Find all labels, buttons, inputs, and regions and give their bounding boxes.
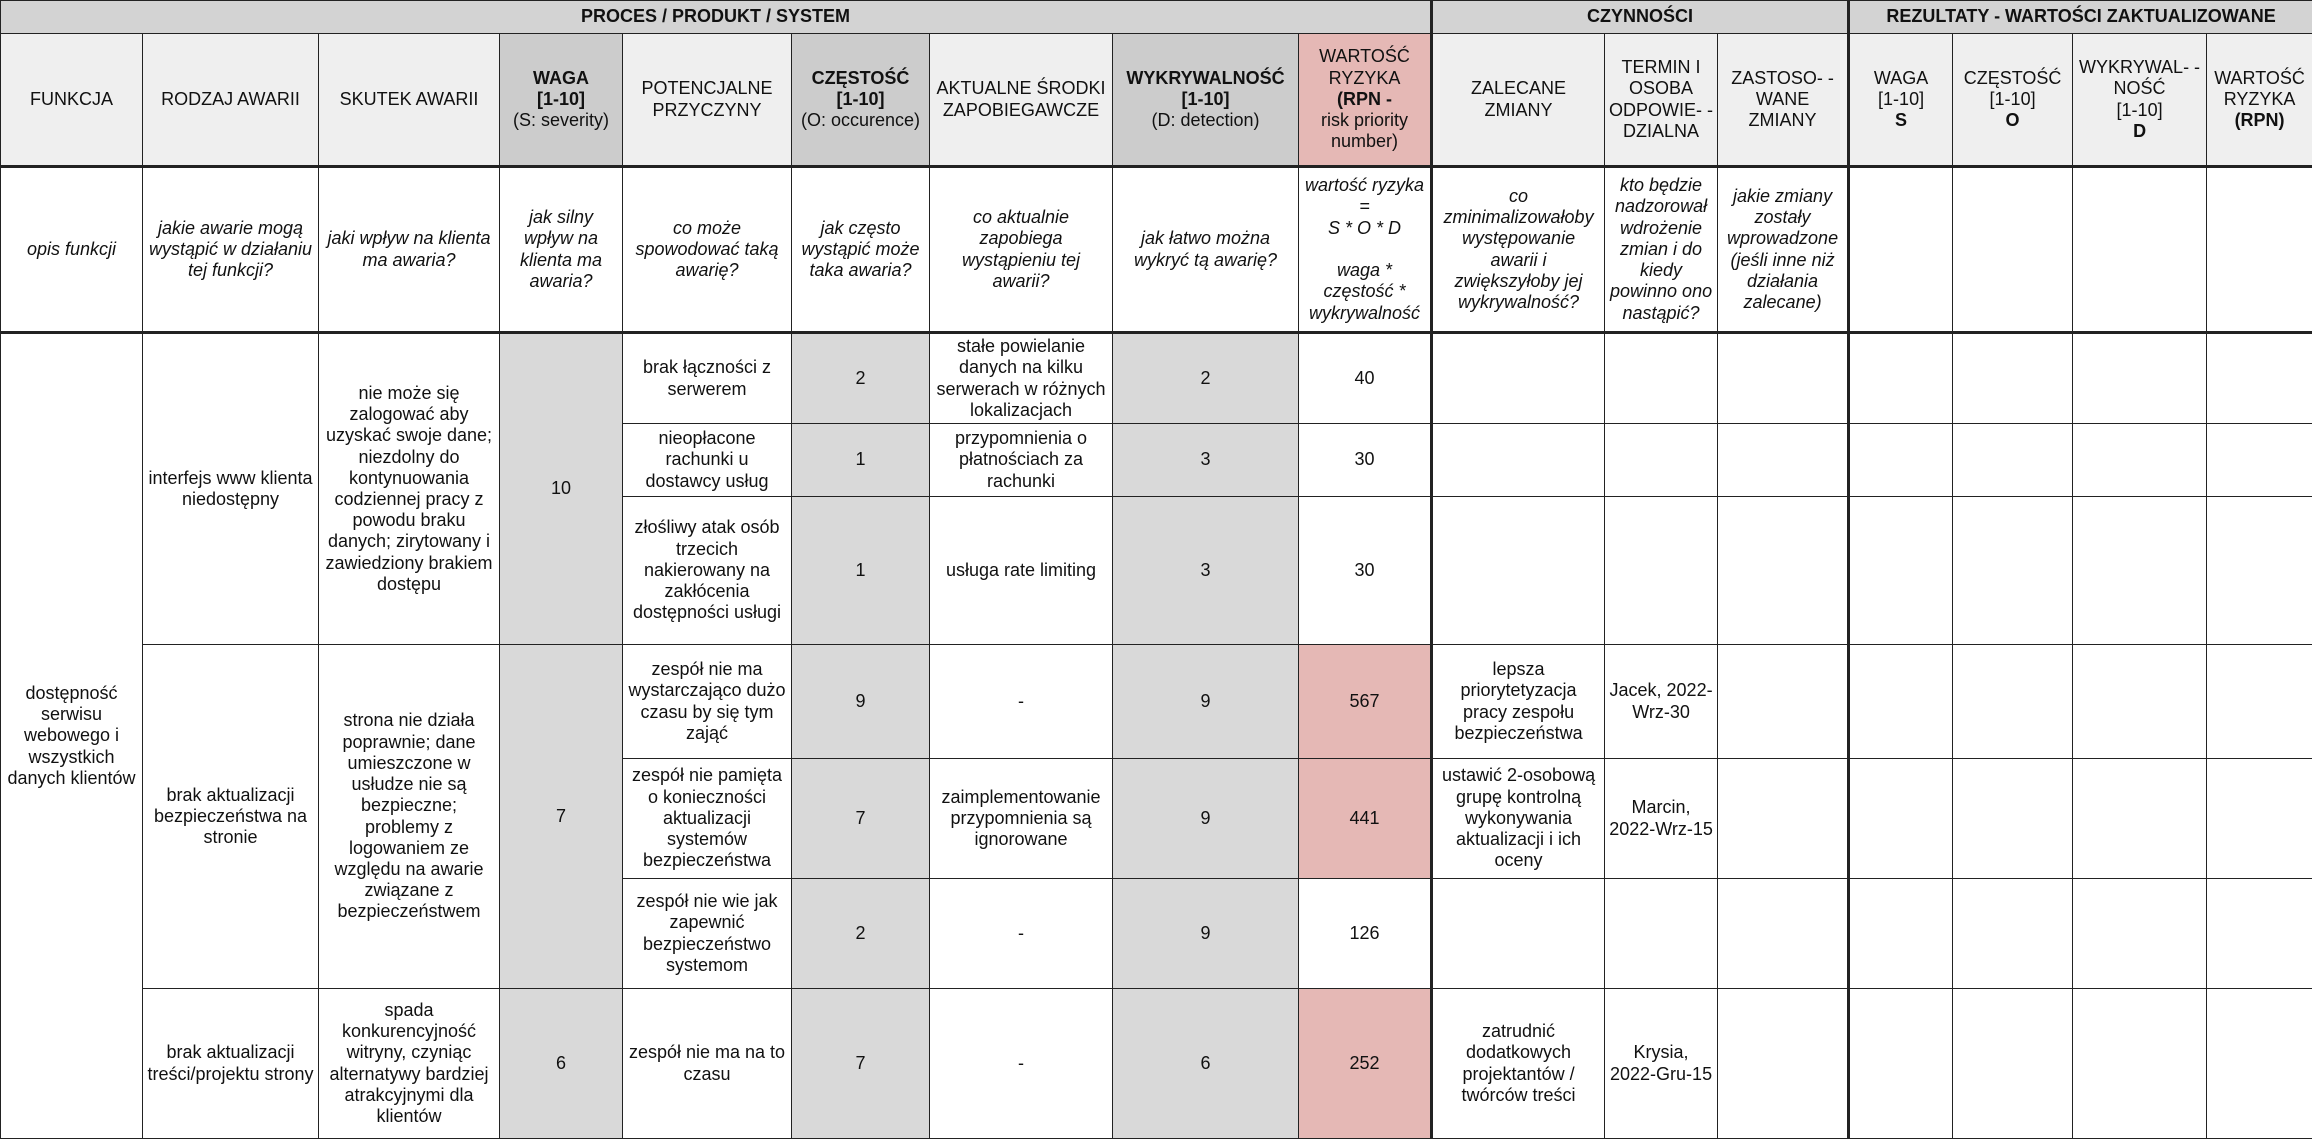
desc-result-wykrywalnosc: [2073, 167, 2207, 333]
wykrywalnosc-cell: 6: [1113, 989, 1299, 1139]
desc-srodki: co aktualnie zapobiega wystąpieniu tej awarii?: [930, 167, 1113, 333]
result-wykrywalnosc-cell: [2073, 879, 2207, 989]
header-result-wykr-title: WYKRYWAL- -NOŚĆ: [2079, 57, 2200, 98]
header-result-waga-title: WAGA: [1874, 68, 1928, 88]
srodki-cell: zaimplementowanie przypomnienia są ignorowane: [930, 759, 1113, 879]
termin-cell: [1605, 424, 1718, 497]
zalecane-zmiany-cell: lepsza priorytetyzacja pracy zespołu bezpieczeństwa: [1432, 645, 1605, 759]
header-skutek-awarii: SKUTEK AWARII: [319, 34, 500, 167]
desc-result-waga: [1849, 167, 1953, 333]
czestosc-cell: 2: [792, 879, 930, 989]
srodki-cell: -: [930, 645, 1113, 759]
header-przyczyny: POTENCJALNE PRZYCZYNY: [623, 34, 792, 167]
przyczyna-cell: zespół nie ma wystarczająco dużo czasu by się tym zająć: [623, 645, 792, 759]
header-zalecane-zmiany: ZALECANE ZMIANY: [1432, 34, 1605, 167]
rpn-cell: 252: [1299, 989, 1432, 1139]
desc-rpn-l1: wartość ryzyka: [1305, 175, 1424, 195]
table-row: [1, 989, 2312, 1139]
desc-zmiany: co zminimalizowałoby występowanie awarii i zwiększyłoby jej wykrywalność?: [1432, 167, 1605, 333]
rpn-cell: 30: [1299, 497, 1432, 645]
result-waga-cell: [1849, 333, 1953, 424]
desc-rpn-l4: waga * częstość * wykrywalność: [1309, 260, 1420, 322]
section-header-row: [1, 1, 2312, 34]
termin-cell: [1605, 333, 1718, 424]
zalecane-zmiany-cell: [1432, 333, 1605, 424]
przyczyna-cell: złośliwy atak osób trzecich nakierowany na zakłócenia dostępności usługi: [623, 497, 792, 645]
termin-cell: [1605, 497, 1718, 645]
header-result-wykr-range: [1-10]: [2117, 100, 2163, 120]
desc-czestosc: jak często wystąpić może taka awaria?: [792, 167, 930, 333]
section-results: REZULTATY - WARTOŚCI ZAKTUALIZOWANE: [1849, 1, 2312, 34]
rodzaj-awarii-cell: brak aktualizacji treści/projektu strony: [143, 989, 319, 1139]
header-result-rpn-abbr: (RPN): [2235, 110, 2285, 130]
zastosowane-cell: [1718, 333, 1849, 424]
table-row: [1, 645, 2312, 759]
result-waga-cell: [1849, 424, 1953, 497]
zastosowane-cell: [1718, 879, 1849, 989]
skutek-awarii-cell: strona nie działa poprawnie; dane umieszczone w usłudze nie są bezpieczne; problemy z logowaniem ze względu na awarie związane z bezpieczeństwem: [319, 645, 500, 989]
termin-cell: [1605, 879, 1718, 989]
zalecane-zmiany-cell: [1432, 424, 1605, 497]
zalecane-zmiany-cell: ustawić 2-osobową grupę kontrolną wykonywania aktualizacji i ich oceny: [1432, 759, 1605, 879]
result-rpn-cell: [2207, 645, 2312, 759]
result-wykrywalnosc-cell: [2073, 645, 2207, 759]
section-process: PROCES / PRODUKT / SYSTEM: [1, 1, 1432, 34]
srodki-cell: -: [930, 879, 1113, 989]
header-czestosc: [792, 34, 930, 167]
header-result-czestosc: [1953, 34, 2073, 167]
result-wykrywalnosc-cell: [2073, 989, 2207, 1139]
result-rpn-cell: [2207, 989, 2312, 1139]
srodki-cell: usługa rate limiting: [930, 497, 1113, 645]
przyczyna-cell: brak łączności z serwerem: [623, 333, 792, 424]
desc-waga: jak silny wpływ na klienta ma awaria?: [500, 167, 623, 333]
desc-skutek: jaki wpływ na klienta ma awaria?: [319, 167, 500, 333]
header-wykrywalnosc: [1113, 34, 1299, 167]
termin-cell: Krysia, 2022-Gru-15: [1605, 989, 1718, 1139]
skutek-awarii-cell: spada konkurencyjność witryny, czyniąc alternatywy bardziej atrakcyjnymi dla klientów: [319, 989, 500, 1139]
wykrywalnosc-cell: 3: [1113, 424, 1299, 497]
wykrywalnosc-cell: 3: [1113, 497, 1299, 645]
header-srodki: AKTUALNE ŚRODKI ZAPOBIEGAWCZE: [930, 34, 1113, 167]
zastosowane-cell: [1718, 424, 1849, 497]
result-wykrywalnosc-cell: [2073, 497, 2207, 645]
result-waga-cell: [1849, 879, 1953, 989]
function-cell: dostępność serwisu webowego i wszystkich danych klientów: [1, 333, 143, 1139]
header-result-czestosc-range: [1-10]: [1990, 89, 2036, 109]
header-result-czestosc-letter: O: [2006, 110, 2020, 130]
header-rpn-abbr: (RPN -: [1337, 89, 1392, 109]
zastosowane-cell: [1718, 759, 1849, 879]
przyczyna-cell: nieopłacone rachunki u dostawcy usług: [623, 424, 792, 497]
rodzaj-awarii-cell: brak aktualizacji bezpieczeństwa na stronie: [143, 645, 319, 989]
czestosc-cell: 1: [792, 424, 930, 497]
table-row: [1, 333, 2312, 424]
section-actions: CZYNNOŚCI: [1432, 1, 1849, 34]
desc-result-czestosc: [1953, 167, 2073, 333]
zastosowane-cell: [1718, 497, 1849, 645]
rpn-cell: 126: [1299, 879, 1432, 989]
wykrywalnosc-cell: 9: [1113, 759, 1299, 879]
przyczyna-cell: zespół nie wie jak zapewnić bezpieczeństwo systemom: [623, 879, 792, 989]
header-result-rpn-title: WARTOŚĆ RYZYKA: [2214, 68, 2305, 109]
result-czestosc-cell: [1953, 879, 2073, 989]
header-waga: [500, 34, 623, 167]
result-rpn-cell: [2207, 759, 2312, 879]
rpn-cell: 40: [1299, 333, 1432, 424]
result-waga-cell: [1849, 645, 1953, 759]
header-waga-range: [1-10]: [537, 89, 585, 109]
desc-przyczyny: co może spowodować taką awarię?: [623, 167, 792, 333]
header-result-waga-letter: S: [1895, 110, 1907, 130]
zalecane-zmiany-cell: [1432, 879, 1605, 989]
header-rpn-title: WARTOŚĆ RYZYKA: [1319, 46, 1410, 87]
czestosc-cell: 2: [792, 333, 930, 424]
zalecane-zmiany-cell: [1432, 497, 1605, 645]
header-wykrywalnosc-range: [1-10]: [1181, 89, 1229, 109]
wykrywalnosc-cell: 9: [1113, 645, 1299, 759]
header-result-wykrywalnosc: [2073, 34, 2207, 167]
waga-cell: 10: [500, 333, 623, 645]
header-rodzaj-awarii: RODZAJ AWARII: [143, 34, 319, 167]
header-czestosc-title: CZĘSTOŚĆ: [812, 68, 910, 88]
desc-rodzaj: jakie awarie mogą wystąpić w działaniu tej funkcji?: [143, 167, 319, 333]
result-wykrywalnosc-cell: [2073, 424, 2207, 497]
result-rpn-cell: [2207, 497, 2312, 645]
desc-rpn-l3: S * O * D: [1328, 218, 1401, 238]
header-result-wykr-letter: D: [2133, 121, 2146, 141]
desc-rpn: [1299, 167, 1432, 333]
zalecane-zmiany-cell: zatrudnić dodatkowych projektantów / twórców treści: [1432, 989, 1605, 1139]
header-rpn-desc: risk priority number): [1321, 110, 1408, 151]
termin-cell: Jacek, 2022-Wrz-30: [1605, 645, 1718, 759]
result-rpn-cell: [2207, 333, 2312, 424]
desc-rpn-l2: =: [1359, 196, 1370, 216]
header-rpn: [1299, 34, 1432, 167]
wykrywalnosc-cell: 9: [1113, 879, 1299, 989]
desc-zastosowane: jakie zmiany zostały wprowadzone (jeśli inne niż działania zalecane): [1718, 167, 1849, 333]
header-result-waga-range: [1-10]: [1878, 89, 1924, 109]
header-wykrywalnosc-title: WYKRYWALNOŚĆ: [1126, 68, 1284, 88]
header-czestosc-range: [1-10]: [836, 89, 884, 109]
desc-result-rpn: [2207, 167, 2312, 333]
przyczyna-cell: zespół nie ma na to czasu: [623, 989, 792, 1139]
result-czestosc-cell: [1953, 497, 2073, 645]
result-waga-cell: [1849, 989, 1953, 1139]
result-rpn-cell: [2207, 879, 2312, 989]
result-rpn-cell: [2207, 424, 2312, 497]
przyczyna-cell: zespół nie pamięta o konieczności aktualizacji systemów bezpieczeństwa: [623, 759, 792, 879]
result-wykrywalnosc-cell: [2073, 759, 2207, 879]
result-waga-cell: [1849, 759, 1953, 879]
result-czestosc-cell: [1953, 333, 2073, 424]
header-funkcja: FUNKCJA: [1, 34, 143, 167]
result-waga-cell: [1849, 497, 1953, 645]
rpn-cell: 441: [1299, 759, 1432, 879]
srodki-cell: -: [930, 989, 1113, 1139]
rpn-cell: 567: [1299, 645, 1432, 759]
desc-funkcja: opis funkcji: [1, 167, 143, 333]
srodki-cell: stałe powielanie danych na kilku serwerach w różnych lokalizacjach: [930, 333, 1113, 424]
zastosowane-cell: [1718, 645, 1849, 759]
result-czestosc-cell: [1953, 424, 2073, 497]
header-termin: TERMIN I OSOBA ODPOWIE- -DZIALNA: [1605, 34, 1718, 167]
wykrywalnosc-cell: 2: [1113, 333, 1299, 424]
czestosc-cell: 9: [792, 645, 930, 759]
header-result-waga: [1849, 34, 1953, 167]
header-wykrywalnosc-desc: (D: detection): [1151, 110, 1259, 130]
result-czestosc-cell: [1953, 645, 2073, 759]
header-result-czestosc-title: CZĘSTOŚĆ: [1964, 68, 2062, 88]
header-czestosc-desc: (O: occurence): [801, 110, 920, 130]
result-czestosc-cell: [1953, 989, 2073, 1139]
zastosowane-cell: [1718, 989, 1849, 1139]
header-result-rpn: [2207, 34, 2312, 167]
rpn-cell: 30: [1299, 424, 1432, 497]
czestosc-cell: 7: [792, 989, 930, 1139]
desc-wykrywalnosc: jak łatwo można wykryć tą awarię?: [1113, 167, 1299, 333]
result-czestosc-cell: [1953, 759, 2073, 879]
desc-termin: kto będzie nadzorował wdrożenie zmian i do kiedy powinno ono nastąpić?: [1605, 167, 1718, 333]
srodki-cell: przypomnienia o płatnościach za rachunki: [930, 424, 1113, 497]
czestosc-cell: 7: [792, 759, 930, 879]
waga-cell: 6: [500, 989, 623, 1139]
result-wykrywalnosc-cell: [2073, 333, 2207, 424]
rodzaj-awarii-cell: interfejs www klienta niedostępny: [143, 333, 319, 645]
skutek-awarii-cell: nie może się zalogować aby uzyskać swoje dane; niezdolny do kontynuowania codziennej pracy z powodu braku danych; zirytowany i zawiedziony brakiem dostępu: [319, 333, 500, 645]
header-waga-title: WAGA: [533, 68, 589, 88]
column-header-row: [1, 34, 2312, 167]
waga-cell: 7: [500, 645, 623, 989]
header-zastosowane: ZASTOSO- -WANE ZMIANY: [1718, 34, 1849, 167]
header-waga-desc: (S: severity): [513, 110, 609, 130]
termin-cell: Marcin, 2022-Wrz-15: [1605, 759, 1718, 879]
description-row: [1, 167, 2312, 333]
czestosc-cell: 1: [792, 497, 930, 645]
